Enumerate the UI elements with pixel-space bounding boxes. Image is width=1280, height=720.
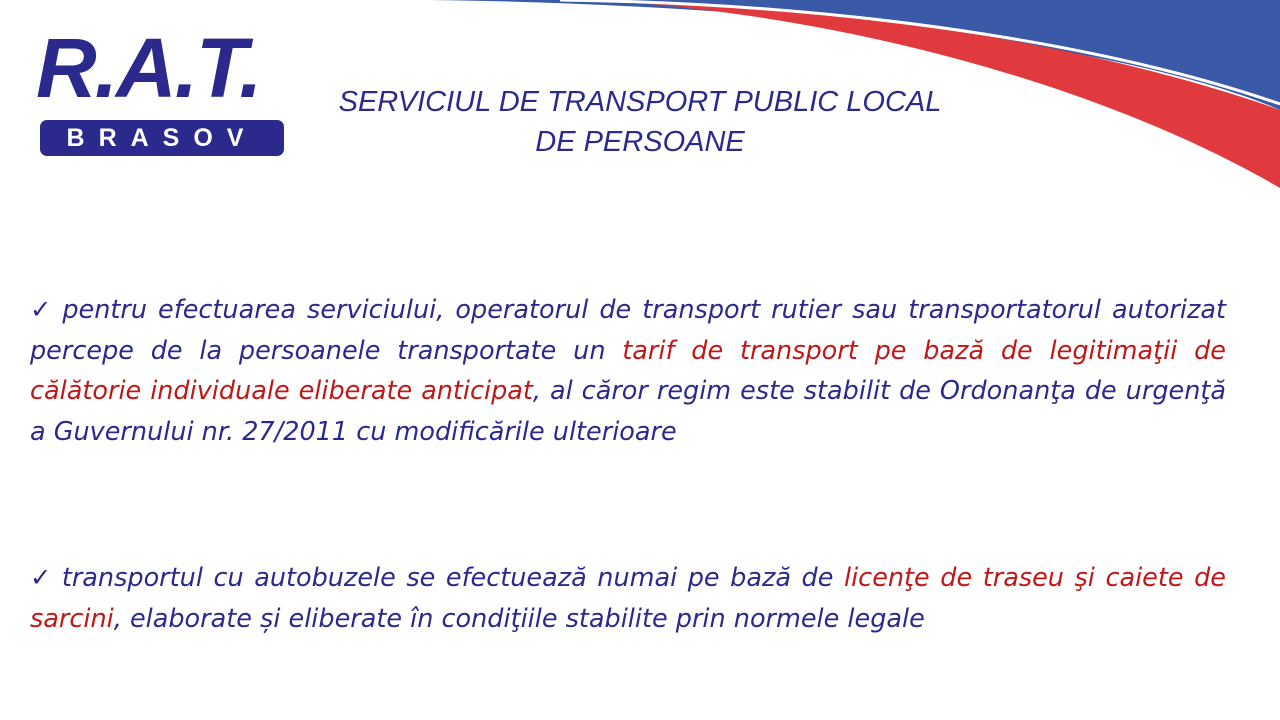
page-title-line-1: SERVICIUL DE TRANSPORT PUBLIC LOCAL — [338, 86, 942, 118]
bullet-text: transportul cu autobuzele se efectuează numai pe bază de — [61, 563, 844, 593]
bullet-highlight: licenţe de traseu şi caiete de sarcini — [30, 563, 1226, 634]
rat-brasov-logo — [36, 21, 288, 162]
logo-mark: R.A.T. — [36, 21, 261, 115]
page-title-line-2: DE PERSOANE — [535, 126, 745, 158]
bullet-text: , al căror regim este stabilit de Ordonanţa de urgenţă a Guvernului nr. 27/2011 cu modificările ulterioare — [30, 376, 1226, 447]
check-mark-icon: ✓ — [30, 295, 55, 325]
bullet-paragraph-license — [30, 558, 1226, 639]
logo-band: BRASOV — [40, 120, 284, 156]
bullet-text: , elaborate și eliberate în condiţiile stabilite prin normele legale — [113, 603, 925, 634]
page-title — [320, 82, 960, 162]
check-mark-icon: ✓ — [30, 563, 54, 593]
bullet-text: pentru efectuarea serviciului, operatorul de transport rutier sau transportatorul autorizat percepe de la persoanele transportate un — [30, 295, 1227, 366]
bullet-paragraph-fare — [30, 290, 1226, 452]
bullet-highlight: tarif de transport pe bază de legitimaţii de călătorie individuale eliberate anticipat — [30, 335, 1226, 406]
